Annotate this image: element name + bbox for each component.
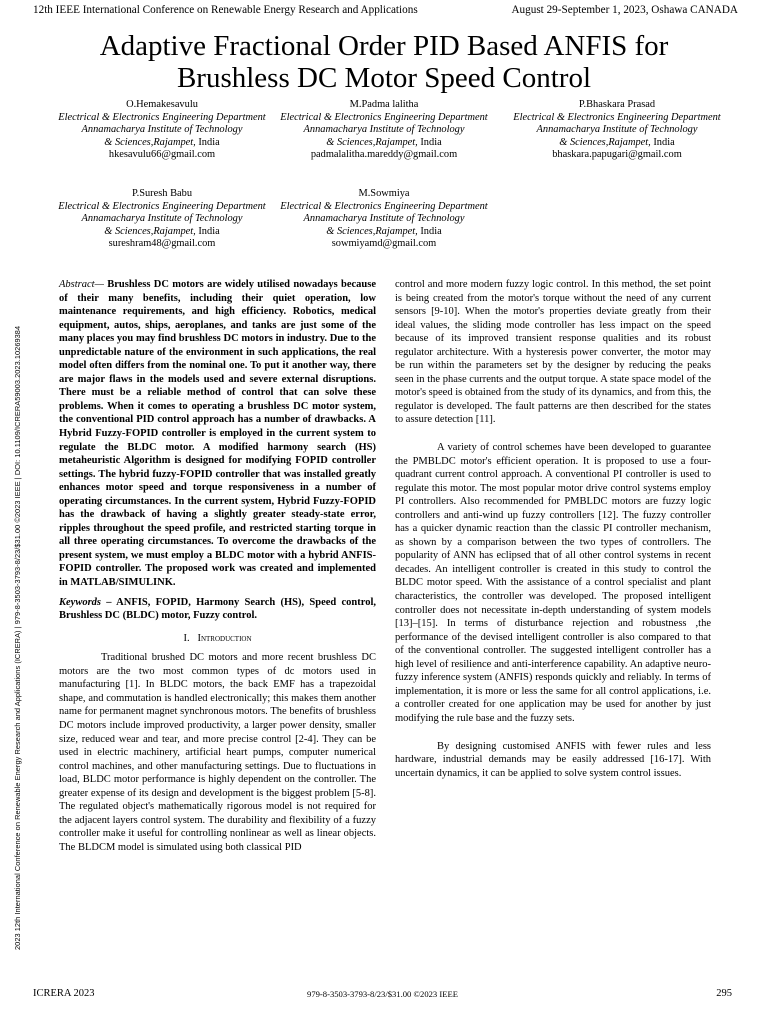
author-location: & Sciences,Rajampet, India <box>326 225 442 237</box>
author-department: Electrical & Electronics Engineering Department <box>58 111 266 123</box>
body-paragraph-2: A variety of control schemes have been developed to guarantee the PMBLDC motor's efficient operation. It is proposed to use a four-quadrant current control approach. A conventional PI controller is used to regulate this motor. The most popular motor drive control systems employ PI controllers. Also recommended for PMBLDC motors are fuzzy logic controllers and anti-wind up fuzzy controllers [12]. The fuzzy controller has a quicker dynamic reaction than the classic PI controller mechanism, as shown by a comparison between the two types of controllers. The popularity of ANN has eclipsed that of all other control systems in recent decades. An intelligent controller is created in this study to control the BLDC motor speed. With the assistance of a control specialist and plant characteristics, the controller was developed. The proposed intelligent controller does not necessitate in-depth understanding of system models [13]–[15]. In terms of disturbance rejection and robustness ,the performance of the devised intelligent controller is also compared to that of the conventional controller. The suggested intelligent controller has a high level of resilience and anti-interference capability. An adaptive neuro-fuzzy inference system (ANFIS) responds quickly and reliably. In terms of implementation, it is more or less the same for all control applications, i.e. a controller created for one application may be used for another by just modifying the rule base and the fuzzy sets. <box>395 442 711 724</box>
keywords-lead: Keywords <box>59 596 101 608</box>
keywords-text: – ANFIS, FOPID, Harmony Search (HS), Speed control, Brushless DC (BLDC) motor, Fuzzy control. <box>59 596 376 622</box>
author-email: padmalalitha.mareddy@gmail.com <box>310 149 458 161</box>
section-heading <box>59 632 376 646</box>
title-line-2: Brushless DC Motor Speed Control <box>176 62 592 94</box>
author-institution: Annamacharya Institute of Technology <box>81 213 243 225</box>
author-block <box>507 99 727 162</box>
author-department: Electrical & Electronics Engineering Department <box>513 111 721 123</box>
conference-name: 12th IEEE International Conference on Renewable Energy Research and Applications <box>33 4 418 16</box>
abstract-lead: Abstract— <box>59 279 104 290</box>
footer-conference: ICRERA 2023 <box>33 988 95 999</box>
author-institution: Annamacharya Institute of Technology <box>303 124 465 136</box>
abstract-text: Brushless DC motors are widely utilised nowadays because of their many benefits, including their quiet operation, low maintenance requirements, and high efficiency. Robotics, medical equipment, autos, ships, aeroplanes, and tanks are just some of the many places you may find brushless DC motors in industry. Due to the unpredictable nature of the environment in such applications, the real model often differs from the nominal one. To put it another way, there are major flaws in the models used and severe external disruptions. There must be a reliable method of control that can solve these problems. When it comes to operating a brushless DC motor system, the conventional PID control approach has a number of drawbacks. A Hybrid Fuzzy-FOPID controller is employed in the current system to regulate the BLDC motor. A modified harmony search (HS) metaheuristic Algorithm is designed for modifying FOPID controller settings. The hybrid fuzzy-FOPID controller that was installed greatly enhances motor speed and torque responsiveness in a number of operating circumstances. In the current system, Hybrid Fuzzy-FOPID has the drawback of having a slightly greater steady-state error, ripples throughout the speed profile, and restricted starting torque in all three operating circumstances. To overcome the drawbacks of the present system, we must employ a BLDC motor with a hybrid ANFIS-FOPID controller. The proposed work was created and implemented in MATLAB/SIMULINK. <box>59 279 376 589</box>
author-name: P.Suresh Babu <box>131 188 193 199</box>
section-number: I. <box>183 632 190 644</box>
author-location: & Sciences,Rajampet, India <box>326 136 442 148</box>
running-header <box>33 4 738 16</box>
author-block <box>274 99 494 162</box>
author-location: & Sciences,Rajampet, India <box>104 136 220 148</box>
author-email: sowmiyamd@gmail.com <box>331 238 437 250</box>
author-name: M.Padma lalitha <box>349 99 419 110</box>
author-email: bhaskara.papugari@gmail.com <box>552 149 682 161</box>
author-department: Electrical & Electronics Engineering Department <box>280 111 488 123</box>
author-location: & Sciences,Rajampet, India <box>104 225 220 237</box>
right-column <box>395 278 711 780</box>
side-doi-strip: 2023 12th International Conference on Renewable Energy Research and Applications (ICRERA) | 979-8-3503-3793-8/23/$31.00 ©2023 IEEE | DOI: 10.1109/ICRERA59003.2023.10269384 <box>13 325 22 950</box>
intro-paragraph: Traditional brushed DC motors and more recent brushless DC motors are the two most common types of dc motors used in manufacturing [1]. In BLDC motors, the back EMF has a trapezoidal shape, and commutation is handled electronically; this makes them another name for permanent magnet synchronous motors. The benefits of brushless DC motors include improved productivity, a larger power density, smaller size, reduced wear and tear, and more precise control [2-4]. They can be used in electric machinery, artificial heart pumps, computer numerical control machines, and other manufacturing settings. Due to fluctuations in load, BLDC motor performance is highly dependent on the controller. The greater expense of its design and development is the biggest problem [5-8]. The regulated object's mathematically rigorous model is not required for the adjacent layers control system. The durability and flexibility of a fuzzy controller make it useful for controlling nonlinear as well as linear objects. The BLDCM model is simulated using both classical PID <box>59 652 376 853</box>
body-paragraph-3: By designing customised ANFIS with fewer rules and less hardware, industrial demands may be easily addressed [16-17]. With uncertain dynamics, it can be applied to solve system control issues. <box>395 740 711 779</box>
body-paragraph-1: control and more modern fuzzy logic control. In this method, the set point is being created from the motor's torque without the need of any current sensors [9-10]. When the motor's properties deviate greatly from their ideal values, the sliding mode controller has less impact on the speed because of its improved transient response qualities and its robust regulator architecture. With a hysteresis power converter, the motor may be run within the parameters set by the designer by reducing the peaks seen in the phase currents and the output torque. A state space model of the motor's speed is obtained from the study of its dynamics, and from this, the regulator is developed. The fault patterns are then described for the states to assure detection [11]. <box>395 279 711 426</box>
author-location: & Sciences,Rajampet, India <box>559 136 675 148</box>
section-title: Introduction <box>197 632 252 644</box>
abstract <box>59 278 376 590</box>
author-block <box>274 188 494 251</box>
conference-dates: August 29-September 1, 2023, Oshawa CANADA <box>511 4 738 16</box>
author-department: Electrical & Electronics Engineering Department <box>58 200 266 212</box>
author-block <box>52 188 272 251</box>
author-email: hkesavulu66@gmail.com <box>108 149 216 161</box>
footer-copyright: 979-8-3503-3793-8/23/$31.00 ©2023 IEEE <box>307 989 458 999</box>
left-column <box>59 278 376 854</box>
page-number: 295 <box>716 988 732 999</box>
author-email: sureshram48@gmail.com <box>108 238 216 250</box>
author-institution: Annamacharya Institute of Technology <box>303 213 465 225</box>
author-name: P.Bhaskara Prasad <box>578 99 656 110</box>
keywords <box>59 596 376 623</box>
author-department: Electrical & Electronics Engineering Department <box>280 200 488 212</box>
author-institution: Annamacharya Institute of Technology <box>536 124 698 136</box>
author-name: O.Hemakesavulu <box>126 99 198 110</box>
author-name: M.Sowmiya <box>358 188 410 199</box>
author-block <box>52 99 272 162</box>
paper-title <box>0 30 768 94</box>
author-institution: Annamacharya Institute of Technology <box>81 124 243 136</box>
title-line-1: Adaptive Fractional Order PID Based ANFIS for <box>99 30 669 62</box>
